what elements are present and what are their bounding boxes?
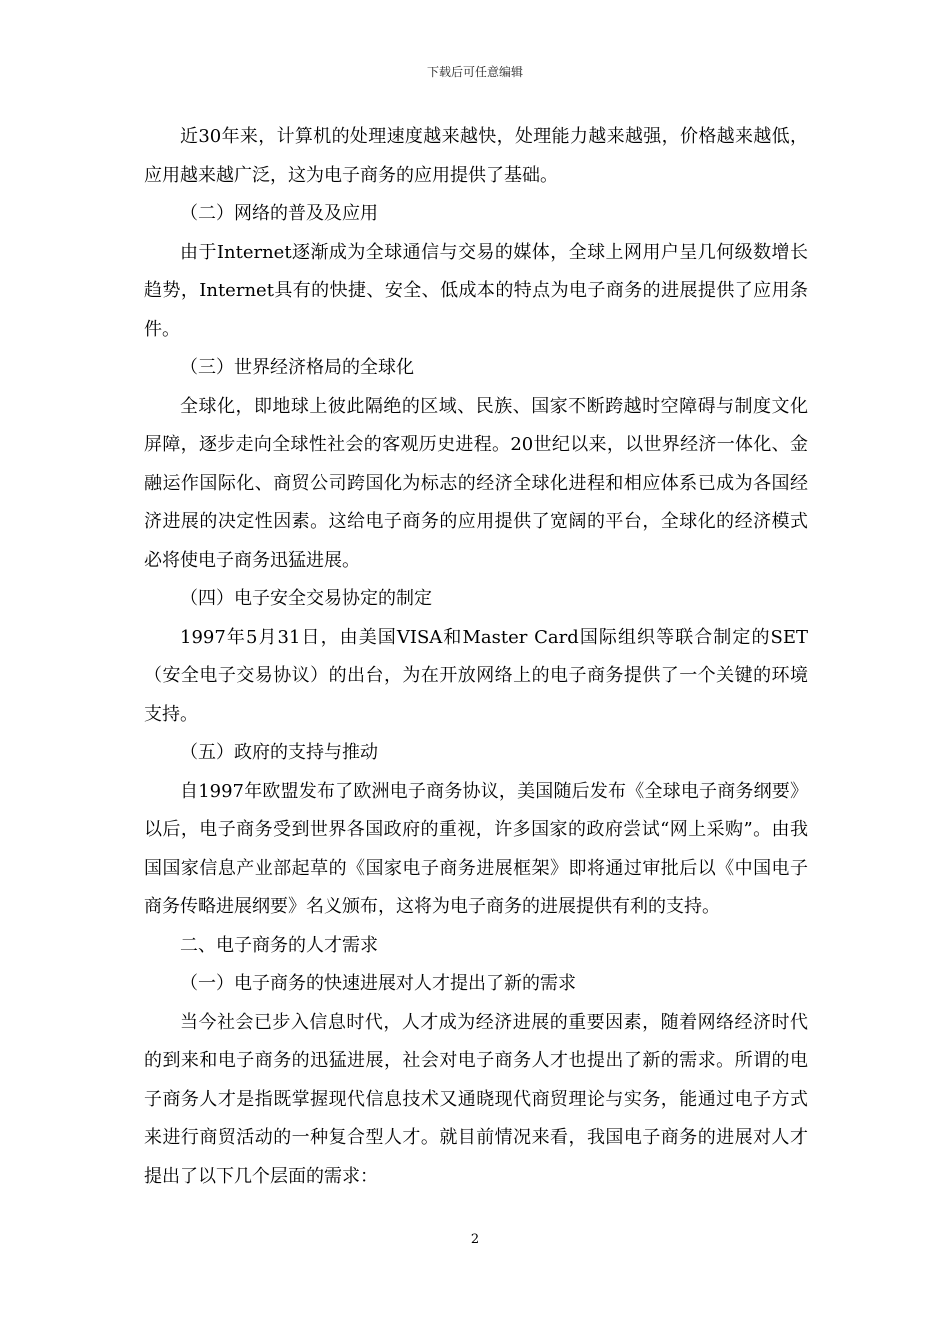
heading-globalization: （三）世界经济格局的全球化	[180, 357, 414, 378]
page-number: 2	[470, 1232, 480, 1247]
heading-security-protocol: （四）电子安全交易协定的制定	[180, 588, 432, 609]
paragraph-security-protocol: 1997年5月31日，由美国VISA和Master Card国际组织等联合制定的SET（安全电子交易协议）的出台，为在开放网络上的电子商务提供了一个关键的环境支持。	[144, 626, 808, 725]
page-header: 下载后可任意编辑	[426, 65, 523, 79]
paragraph-network: 由于Internet逐渐成为全球通信与交易的媒体，全球上网用户呈几何级数增长趋势，Internet具有的快捷、安全、低成本的特点为电子商务的进展提供了应用条件。	[144, 241, 808, 340]
document-body	[144, 118, 808, 1196]
paragraph-talent-demand: 当今社会已步入信息时代，人才成为经济进展的重要因素，随着网络经济时代的到来和电子商务的迅猛进展，社会对电子商务人才也提出了新的需求。所谓的电子商务人才是指既掌握现代信息技术又通晓现代商贸理论与实务，能通过电子方式来进行商贸活动的一种复合型人才。就目前情况来看，我国电子商务的进展对人才提出了以下几个层面的需求：	[144, 1011, 808, 1187]
heading-government: （五）政府的支持与推动	[180, 742, 378, 763]
paragraph-globalization: 全球化，即地球上彼此隔绝的区域、民族、国家不断跨越时空障碍与制度文化屏障，逐步走向全球性社会的客观历史进程。20世纪以来，以世界经济一体化、金融运作国际化、商贸公司跨国化为标志的经济全球化进程和相应体系已成为各国经济进展的决定性因素。这给电子商务的应用提供了宽阔的平台，全球化的经济模式必将使电子商务迅猛进展。	[144, 395, 808, 571]
heading-talent-demand: （一）电子商务的快速进展对人才提出了新的需求	[180, 973, 576, 994]
heading-network: （二）网络的普及及应用	[180, 203, 378, 224]
paragraph-computing: 近30年来，计算机的处理速度越来越快，处理能力越来越强，价格越来越低，应用越来越广泛，这为电子商务的应用提供了基础。	[144, 126, 808, 186]
paragraph-government: 自1997年欧盟发布了欧洲电子商务协议，美国随后发布《全球电子商务纲要》以后，电子商务受到世界各国政府的重视，许多国家的政府尝试“网上采购”。由我国国家信息产业部起草的《国家电子商务进展框架》即将通过审批后以《中国电子商务传略进展纲要》名义颁布，这将为电子商务的进展提供有利的支持。	[144, 780, 808, 917]
section-heading-talent: 二、电子商务的人才需求	[180, 934, 378, 956]
